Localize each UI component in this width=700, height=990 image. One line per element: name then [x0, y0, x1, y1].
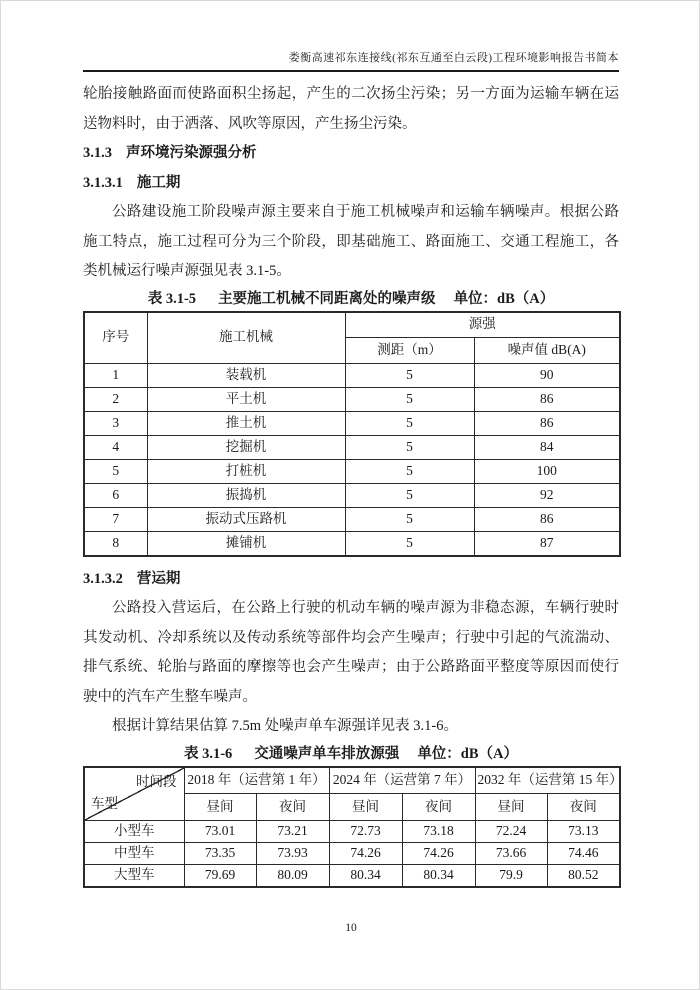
cell-value: 80.09	[256, 865, 329, 887]
cell-value: 73.01	[184, 821, 256, 843]
cell-no: 5	[84, 460, 147, 484]
cell-value: 80.34	[402, 865, 475, 887]
table-row	[84, 388, 620, 412]
table-3-1-6-caption	[83, 742, 619, 766]
corner-label-period: 时间段	[136, 773, 177, 789]
section-title: 施工期	[136, 174, 181, 191]
section-number: 3.1.3.2	[83, 570, 123, 587]
subheader-day: 昼间	[184, 794, 256, 821]
col-header-noise: 噪声值 dB(A)	[474, 338, 620, 364]
table-row	[84, 508, 620, 532]
year-group-2024: 2024 年（运营第 7 年）	[329, 767, 475, 794]
table-caption-label: 表 3.1-6	[183, 745, 233, 762]
cell-no: 8	[84, 532, 147, 556]
cell-value: 73.13	[547, 821, 620, 843]
cell-value: 79.9	[475, 865, 547, 887]
cell-machine: 摊铺机	[147, 532, 345, 556]
table-caption-title: 交通噪声单车排放源强	[254, 745, 400, 762]
table-row	[84, 364, 620, 388]
table-header-row	[84, 312, 620, 338]
cell-value: 74.46	[547, 843, 620, 865]
paragraph-construction-noise: 公路建设施工阶段噪声源主要来自于施工机械噪声和运输车辆噪声。根据公路施工特点，施工过程可分为三个阶段，即基础施工、路面施工、交通工程施工，各类机械运行噪声源强见表 3.1-5。	[83, 204, 619, 279]
corner-label-vehicle: 车型	[91, 796, 118, 812]
cell-value: 72.73	[329, 821, 402, 843]
table-row	[84, 865, 620, 887]
cell-noise: 100	[474, 460, 620, 484]
cell-distance: 5	[345, 532, 474, 556]
cell-machine: 平土机	[147, 388, 345, 412]
paragraph-dust-continuation: 轮胎接触路面而使路面积尘扬起，产生的二次扬尘污染；另一方面为运输车辆在运送物料时，由于洒落、风吹等原因，产生扬尘污染。	[83, 86, 619, 132]
cell-machine: 振捣机	[147, 484, 345, 508]
section-heading-3-1-3-1	[83, 169, 619, 199]
cell-value: 74.26	[329, 843, 402, 865]
section-title: 声环境污染源强分析	[126, 145, 257, 161]
cell-distance: 5	[345, 460, 474, 484]
cell-noise: 86	[474, 388, 620, 412]
cell-noise: 86	[474, 412, 620, 436]
cell-noise: 87	[474, 532, 620, 556]
cell-value: 73.21	[256, 821, 329, 843]
table-row	[84, 460, 620, 484]
cell-value: 74.26	[402, 843, 475, 865]
table-caption-label: 表 3.1-5	[147, 290, 197, 307]
cell-machine: 打桩机	[147, 460, 345, 484]
section-heading-3-1-3-2	[83, 565, 619, 595]
paragraph-operation-noise: 公路投入营运后，在公路上行驶的机动车辆的噪声源为非稳态源，车辆行驶时其发动机、冷却系统以及传动系统等部件均会产生噪声；行驶中引起的气流湍动、排气系统、轮胎与路面的摩擦等也会产生噪声；由于公路路面平整度等原因而使行驶中的汽车产生整车噪声。	[83, 600, 619, 705]
table-header-row	[84, 767, 620, 794]
table-caption-unit: 单位：dB（A）	[453, 290, 555, 307]
cell-distance: 5	[345, 484, 474, 508]
table-row	[84, 484, 620, 508]
section-number: 3.1.3	[83, 145, 112, 161]
cell-no: 4	[84, 436, 147, 460]
cell-machine: 挖掘机	[147, 436, 345, 460]
subheader-night: 夜间	[256, 794, 329, 821]
cell-vehicle-type: 大型车	[84, 865, 184, 887]
table-caption-unit: 单位：dB（A）	[417, 745, 519, 762]
cell-value: 73.93	[256, 843, 329, 865]
diagonal-header-cell	[84, 767, 184, 821]
cell-distance: 5	[345, 388, 474, 412]
cell-distance: 5	[345, 412, 474, 436]
traffic-noise-emission-table	[83, 766, 621, 888]
page-content	[83, 1, 623, 888]
cell-noise: 90	[474, 364, 620, 388]
cell-vehicle-type: 小型车	[84, 821, 184, 843]
col-header-machine: 施工机械	[147, 312, 345, 364]
section-number: 3.1.3.1	[83, 174, 123, 191]
table-row	[84, 532, 620, 556]
year-group-2032: 2032 年（运营第 15 年）	[475, 767, 620, 794]
table-row	[84, 436, 620, 460]
cell-machine: 装载机	[147, 364, 345, 388]
cell-value: 79.69	[184, 865, 256, 887]
page-number: 10	[345, 922, 357, 934]
paragraph-estimate-note: 根据计算结果估算 7.5m 处噪声单车源强详见表 3.1-6。	[112, 718, 458, 734]
table-caption-title: 主要施工机械不同距离处的噪声级	[218, 290, 436, 307]
construction-machinery-noise-table	[83, 311, 621, 557]
cell-distance: 5	[345, 508, 474, 532]
col-header-no: 序号	[84, 312, 147, 364]
subheader-night: 夜间	[547, 794, 620, 821]
col-header-source: 源强	[345, 312, 620, 338]
cell-value: 80.52	[547, 865, 620, 887]
cell-noise: 86	[474, 508, 620, 532]
cell-no: 6	[84, 484, 147, 508]
cell-value: 72.24	[475, 821, 547, 843]
section-heading-3-1-3	[83, 139, 619, 169]
year-group-2018: 2018 年（运营第 1 年）	[184, 767, 329, 794]
cell-distance: 5	[345, 436, 474, 460]
running-header: 娄衡高速祁东连接线(祁东互通至白云段)工程环境影响报告书简本	[83, 51, 619, 72]
cell-value: 73.18	[402, 821, 475, 843]
cell-no: 1	[84, 364, 147, 388]
cell-value: 73.35	[184, 843, 256, 865]
table-row	[84, 843, 620, 865]
subheader-day: 昼间	[475, 794, 547, 821]
cell-value: 80.34	[329, 865, 402, 887]
cell-no: 2	[84, 388, 147, 412]
cell-machine: 推土机	[147, 412, 345, 436]
col-header-distance: 测距（m）	[345, 338, 474, 364]
subheader-night: 夜间	[402, 794, 475, 821]
table-row	[84, 821, 620, 843]
table-3-1-5-caption	[83, 287, 619, 311]
cell-vehicle-type: 中型车	[84, 843, 184, 865]
cell-distance: 5	[345, 364, 474, 388]
table-row	[84, 412, 620, 436]
cell-noise: 84	[474, 436, 620, 460]
section-title: 营运期	[136, 570, 181, 587]
cell-noise: 92	[474, 484, 620, 508]
cell-no: 7	[84, 508, 147, 532]
cell-no: 3	[84, 412, 147, 436]
subheader-day: 昼间	[329, 794, 402, 821]
cell-value: 73.66	[475, 843, 547, 865]
cell-machine: 振动式压路机	[147, 508, 345, 532]
